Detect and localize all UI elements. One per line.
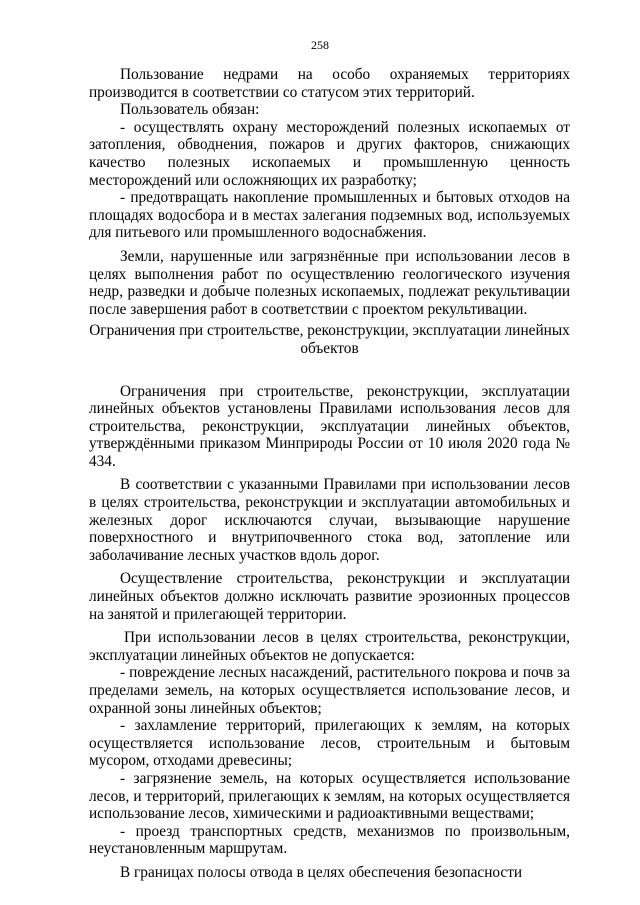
paragraph: Земли, нарушенные или загрязнённые при использовании лесов в целях выполнения работ по осуществлению геологического изучения недр, разведки и добыче полезных ископаемых, подлежат рекультивации после завершения работ в соответствии с проектом рекультивации. bbox=[89, 247, 570, 318]
paragraph: Осуществление строительства, реконструкции и эксплуатации линейных объектов должно исключать развитие эрозионных процессов на занятой и прилегающей территории. bbox=[89, 570, 570, 623]
document-body bbox=[89, 66, 570, 882]
section-heading: Ограничения при строительстве, реконструкции, эксплуатации линейных объектов bbox=[89, 322, 570, 357]
paragraph: В границах полосы отвода в целях обеспечения безопасности bbox=[120, 863, 523, 881]
paragraph: Ограничения при строительстве, реконструкции, эксплуатации линейных объектов установлены Правилами использования лесов для строительства, реконструкции, эксплуатации линейных объектов, утверждёнными приказом Минприроды России от 10 июля 2020 года № 434. bbox=[89, 382, 570, 470]
paragraph: Пользование недрами на особо охраняемых территориях производится в соответствии со статусом этих территорий. bbox=[89, 66, 570, 101]
list-item: - осуществлять охрану месторождений полезных ископаемых от затопления, обводнения, пожаров и других факторов, снижающих качество полезных ископаемых и промышленную ценность месторождений или осложняющих их разработку; bbox=[89, 118, 570, 189]
spacer bbox=[89, 358, 570, 377]
paragraph: Пользователь обязан: bbox=[120, 101, 260, 119]
paragraph: При использовании лесов в целях строительства, реконструкции, эксплуатации линейных объектов не допускается: bbox=[89, 629, 570, 664]
paragraph: В соответствии с указанными Правилами при использовании лесов в целях строительства, реконструкции и эксплуатации автомобильных и железных дорог исключаются случаи, вызывающие нарушение поверхностного и внутрипочвенного стока вод, затопление или заболачивание лесных участков вдоль дорог. bbox=[89, 476, 570, 564]
list-item: - загрязнение земель, на которых осуществляется использование лесов, и территорий, прилегающих к землям, на которых осуществляется использование лесов, химическими и радиоактивными веществами; bbox=[89, 769, 570, 823]
page-number: 258 bbox=[311, 38, 329, 52]
list-item: - захламление территорий, прилегающих к землям, на которых осуществляется использование лесов, строительным и бытовым мусором, отходами древесины; bbox=[89, 717, 570, 770]
list-item: - предотвращать накопление промышленных и бытовых отходов на площадях водосбора и в местах залегания подземных вод, используемых для питьевого или промышленного водоснабжения. bbox=[89, 189, 570, 242]
list-item: - повреждение лесных насаждений, растительного покрова и почв за пределами земель, на которых осуществляется использование лесов, и охранной зоны линейных объектов; bbox=[89, 664, 570, 717]
list-item: - проезд транспортных средств, механизмов по произвольным, неустановленным маршрутам. bbox=[89, 822, 570, 858]
